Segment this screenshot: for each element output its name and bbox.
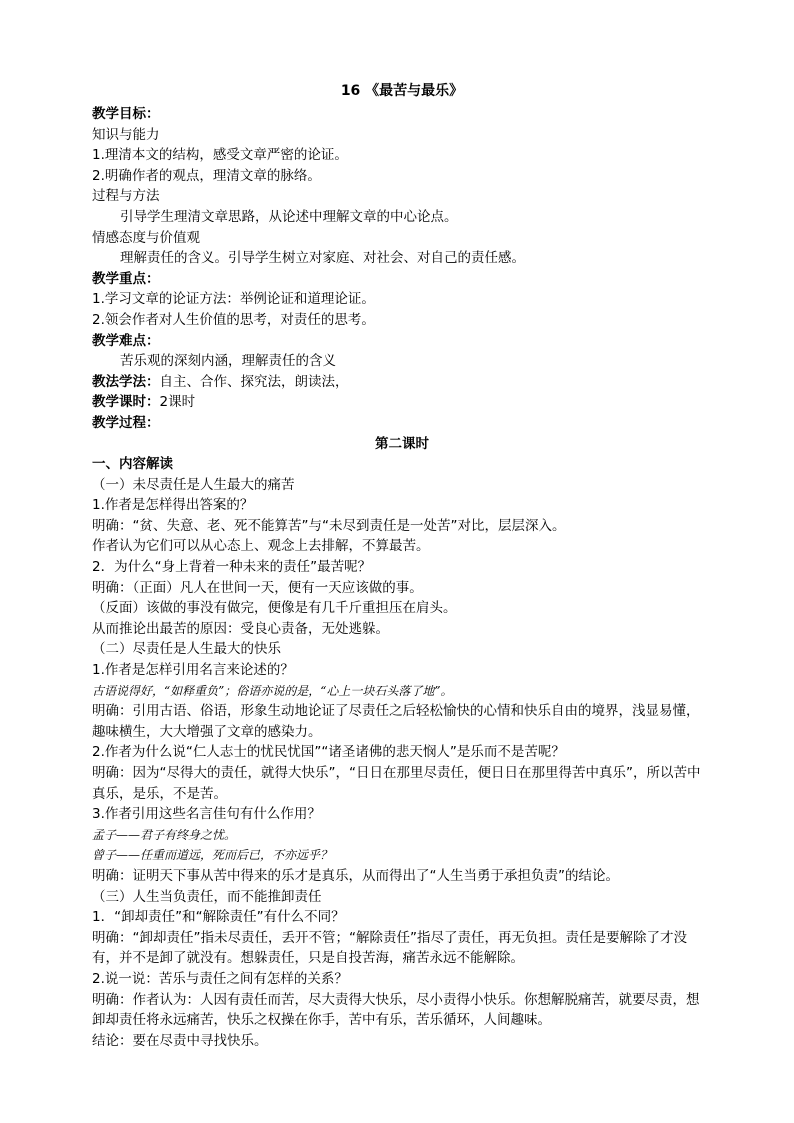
answer: 从而推论出最苦的原因：受良心责备，无处逃躲。 [92, 620, 389, 637]
question: 1.作者是怎样引用名言来论述的？ [92, 662, 294, 679]
methods-text: 自主、合作、探究法，朗读法， [159, 373, 349, 390]
quote: 古语说得好，“如释重负”；俗语亦说的是，“心上一块石头落了地”。 [92, 683, 453, 698]
question: 2.说一说：苦乐与责任之间有怎样的关系？ [92, 970, 348, 987]
part1-heading: （一）未尽责任是人生最大的痛苦 [92, 476, 295, 493]
answer: 明确：（正面）凡人在世间一天，便有一天应该做的事。 [92, 579, 423, 596]
emotion-text: 理解责任的含义。引导学生树立对家庭、对社会、对自己的责任感。 [120, 250, 525, 267]
key-points-heading: 教学重点： [92, 270, 160, 287]
goals-heading: 教学目标： [92, 106, 160, 122]
knowledge-item: 1.理清本文的结构，感受文章严密的论证。 [92, 147, 348, 164]
methods-label: 教法学法： [92, 373, 160, 390]
key-point-item: 2.领会作者对人生价值的思考，对责任的思考。 [92, 311, 375, 328]
part3-heading: （三）人生当负责任，而不能推卸责任 [92, 888, 322, 905]
answer: 作者认为它们可以从心态上、观念上去排解，不算最苦。 [92, 538, 430, 555]
answer: （反面）该做的事没有做完，便像是有几千斤重担压在肩头。 [92, 600, 457, 617]
difficulty-heading: 教学难点： [92, 332, 160, 349]
question: 2.作者为什么说“仁人志士的忧民忧国”“诸圣诸佛的悲天悯人”是乐而不是苦呢？ [92, 744, 565, 761]
process-heading: 过程与方法 [92, 188, 160, 205]
key-point-item: 1.学习文章的论证方法：举例论证和道理论证。 [92, 291, 375, 308]
methods-line [92, 372, 712, 393]
question: 2．为什么“身上背着一种未来的责任”最苦呢？ [92, 559, 372, 576]
emotion-heading: 情感态度与价值观 [92, 229, 200, 246]
question: 3.作者引用这些名言佳句有什么作用？ [92, 806, 321, 823]
answer: 明确：“贫、失意、老、死不能算苦”与“未尽到责任是一处苦”对比，层层深入。 [92, 517, 566, 534]
process-section-heading: 教学过程： [92, 414, 160, 431]
answer: 明确：作者认为：人因有责任而苦，尽大责得大快乐，尽小责得小快乐。你想解脱痛苦，就要尽责，想卸却责任将永远痛苦，快乐之权操在你手，苦中有乐，苦乐循环，人间趣味。 [92, 991, 700, 1029]
section-heading: 一、内容解读 [92, 456, 173, 473]
periods-line [92, 392, 712, 413]
knowledge-heading: 知识与能力 [92, 126, 160, 143]
conclusion: 结论：要在尽责中寻找快乐。 [92, 1032, 268, 1049]
knowledge-item: 2.明确作者的观点，理清文章的脉络。 [92, 167, 321, 184]
document-title: 16 《最苦与最乐》 [340, 83, 464, 99]
answer: 明确：因为“尽得大的责任，就得大快乐”，“日日在那里尽责任，便日日在那里得苦中真乐”，所以苦中真乐，是乐，不是苦。 [92, 765, 701, 802]
question: 1．“卸却责任”和“解除责任”有什么不同？ [92, 909, 345, 926]
quote: 孟子——君子有终身之忧。 [92, 827, 237, 842]
question: 1.作者是怎样得出答案的？ [92, 497, 254, 514]
lesson-heading: 第二课时 [375, 435, 429, 452]
answer: 明确：“卸却责任”指未尽责任，丢开不管；“解除责任”指尽了责任，再无负担。责任是要解除了才没有，并不是卸了就没有。想躲责任，只是自投苦海，痛苦永远不能解除。 [92, 929, 687, 967]
periods-label: 教学课时： [92, 394, 160, 411]
answer: 明确：引用古语、俗语，形象生动地论证了尽责任之后轻松愉快的心情和快乐自由的境界，浅显易懂，趣味横生，大大增强了文章的感染力。 [92, 703, 700, 740]
process-text: 引导学生理清文章思路，从论述中理解文章的中心论点。 [120, 208, 458, 225]
answer: 明确：证明天下事从苦中得来的乐才是真乐，从而得出了“人生当勇于承担负责”的结论。 [92, 867, 619, 884]
periods-text: 2课时 [159, 394, 196, 411]
difficulty-text: 苦乐观的深刻内涵，理解责任的含义 [120, 353, 336, 370]
quote: 曾子——任重而道远，死而后已，不亦远乎？ [92, 848, 333, 863]
document-page [92, 80, 712, 1051]
part2-heading: （二）尽责任是人生最大的快乐 [92, 641, 281, 658]
